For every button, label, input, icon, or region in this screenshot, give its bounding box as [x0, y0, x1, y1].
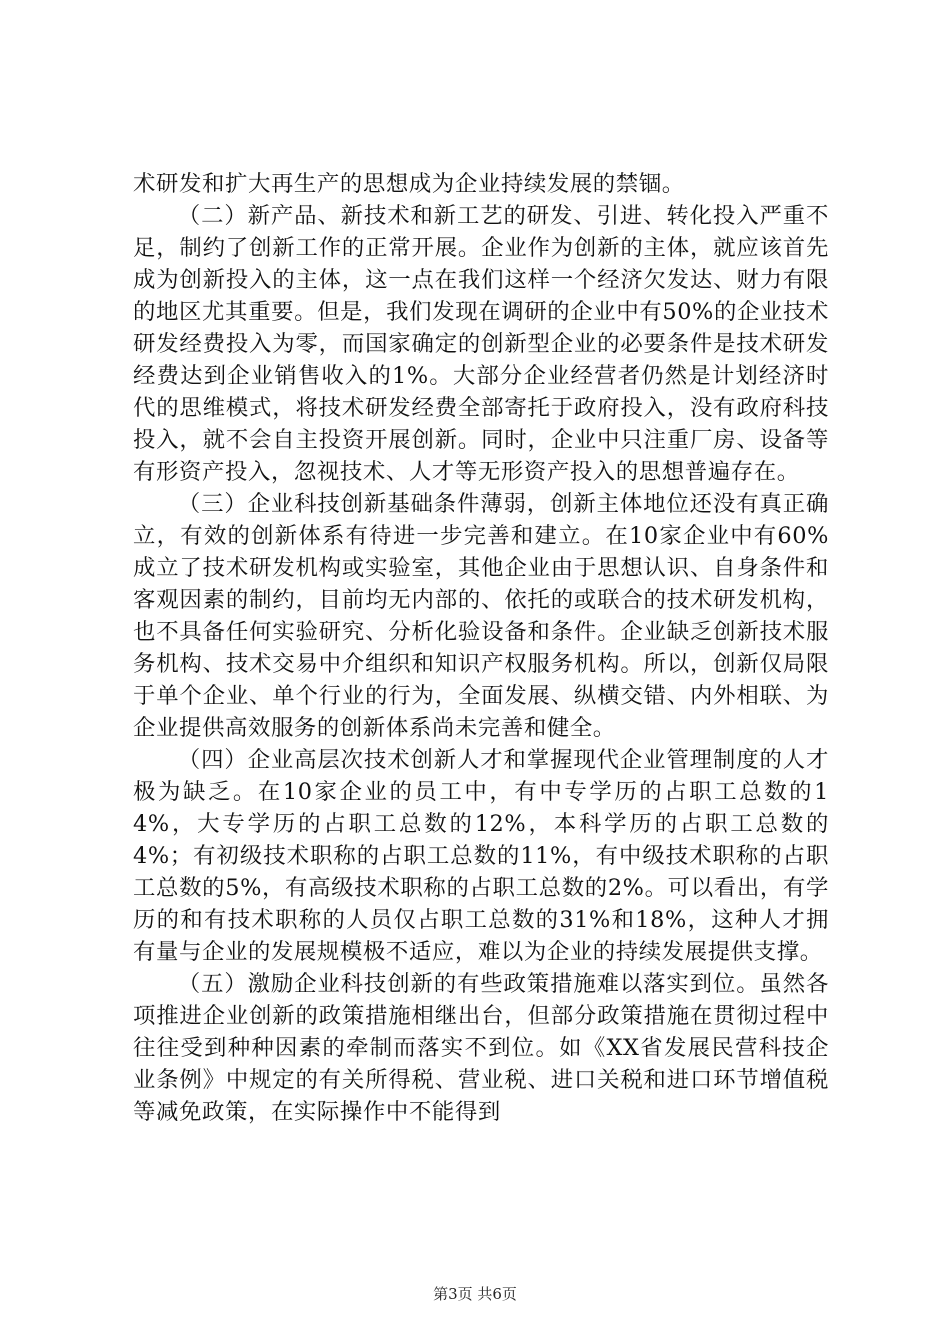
paragraph-section-4: （四）企业高层次技术创新人才和掌握现代企业管理制度的人才极为缺乏。在10家企业的员工中，有中专学历的占职工总数的14%，大专学历的占职工总数的12%，本科学历的占职工总数的4%；有初级技术职称的占职工总数的11%，有中级技术职称的占职工总数的5%，有高级技术职称的占职工总数的2%。可以看出，有学历的和有技术职称的人员仅占职工总数的31%和18%，这种人才拥有量与企业的发展规模极不适应，难以为企业的持续发展提供支撑。: [133, 747, 829, 965]
paragraph-section-2: （二）新产品、新技术和新工艺的研发、引进、转化投入严重不足，制约了创新工作的正常开展。企业作为创新的主体，就应该首先成为创新投入的主体，这一点在我们这样一个经济欠发达、财力有限的地区尤其重要。但是，我们发现在调研的企业中有50%的企业技术研发经费投入为零，而国家确定的创新型企业的必要条件是技术研发经费达到企业销售收入的1%。大部分企业经营者仍然是计划经济时代的思维模式，将技术研发经费全部寄托于政府投入，没有政府科技投入，就不会自主投资开展创新。同时，企业中只注重厂房、设备等有形资产投入，忽视技术、人才等无形资产投入的思想普遍存在。: [133, 203, 829, 485]
paragraph-section-3: （三）企业科技创新基础条件薄弱，创新主体地位还没有真正确立，有效的创新体系有待进一步完善和建立。在10家企业中有60%成立了技术研发机构或实验室，其他企业由于思想认识、自身条件和客观因素的制约，目前均无内部的、依托的或联合的技术研发机构，也不具备任何实验研究、分析化验设备和条件。企业缺乏创新技术服务机构、技术交易中介组织和知识产权服务机构。所以，创新仅局限于单个企业、单个行业的行为，全面发展、纵横交错、内外相联、为企业提供高效服务的创新体系尚未完善和健全。: [133, 491, 829, 741]
page-number-footer: 第3页 共6页: [433, 1285, 517, 1303]
document-body: [133, 168, 829, 1128]
paragraph-continuation: 术研发和扩大再生产的思想成为企业持续发展的禁锢。: [133, 171, 685, 197]
paragraph-section-5: （五）激励企业科技创新的有些政策措施难以落实到位。虽然各项推进企业创新的政策措施相继出台，但部分政策措施在贯彻过程中往往受到种种因素的牵制而落实不到位。如《XX省发展民营科技企业条例》中规定的有关所得税、营业税、进口关税和进口环节增值税等减免政策，在实际操作中不能得到: [133, 971, 829, 1125]
